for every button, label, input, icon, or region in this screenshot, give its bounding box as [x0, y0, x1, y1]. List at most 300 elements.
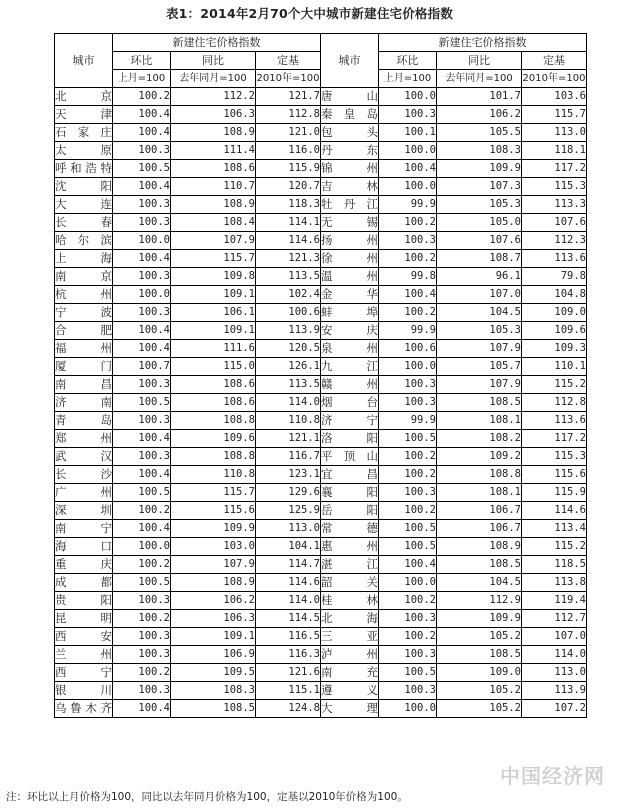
- yoy-value-right: 105.7: [437, 358, 522, 376]
- table-row: [55, 448, 587, 466]
- mom-value-left: 100.4: [113, 700, 171, 718]
- city-name-right: 宜昌: [321, 466, 379, 484]
- fixed-value-left: 123.1: [256, 466, 321, 484]
- yoy-value-left: 108.8: [171, 412, 256, 430]
- watermark-logo: [500, 760, 605, 789]
- fixed-value-right: 113.6: [522, 250, 587, 268]
- fixed-value-left: 121.0: [256, 124, 321, 142]
- yoy-value-right: 108.1: [437, 484, 522, 502]
- table-row: [55, 502, 587, 520]
- fixed-value-left: 116.3: [256, 646, 321, 664]
- yoy-value-left: 106.9: [171, 646, 256, 664]
- fixed-value-right: 107.6: [522, 214, 587, 232]
- yoy-value-right: 109.0: [437, 664, 522, 682]
- fixed-value-right: 118.5: [522, 556, 587, 574]
- footnote: 注：环比以上月价格为100，同比以去年同月价格为100，定基以2010年价格为100。: [6, 791, 408, 803]
- mom-value-right: 100.2: [379, 214, 437, 232]
- city-name-right: 烟台: [321, 394, 379, 412]
- yoy-value-left: 108.9: [171, 574, 256, 592]
- city-name-right: 南充: [321, 664, 379, 682]
- fixed-value-left: 113.0: [256, 520, 321, 538]
- table-row: [55, 358, 587, 376]
- city-name-right: 韶关: [321, 574, 379, 592]
- fixed-value-left: 125.9: [256, 502, 321, 520]
- city-name-left: 北京: [55, 88, 113, 106]
- city-name-left: 南京: [55, 268, 113, 286]
- yoy-value-right: 107.6: [437, 232, 522, 250]
- yoy-value-right: 104.5: [437, 304, 522, 322]
- fixed-value-left: 121.6: [256, 664, 321, 682]
- city-name-right: 泉州: [321, 340, 379, 358]
- city-name-left: 贵阳: [55, 592, 113, 610]
- yoy-header-left: 同比: [171, 52, 256, 70]
- yoy-value-right: 106.2: [437, 106, 522, 124]
- mom-value-right: 100.0: [379, 574, 437, 592]
- city-name-right: 襄阳: [321, 484, 379, 502]
- mom-value-left: 100.3: [113, 142, 171, 160]
- yoy-value-right: 112.9: [437, 592, 522, 610]
- yoy-value-right: 105.0: [437, 214, 522, 232]
- fixed-value-right: 118.1: [522, 142, 587, 160]
- fixed-value-right: 103.6: [522, 88, 587, 106]
- mom-value-left: 100.7: [113, 358, 171, 376]
- fixed-value-right: 107.0: [522, 628, 587, 646]
- fixed-value-left: 114.5: [256, 610, 321, 628]
- table-row: [55, 178, 587, 196]
- fixed-value-left: 116.0: [256, 142, 321, 160]
- yoy-value-left: 103.0: [171, 538, 256, 556]
- yoy-value-right: 108.8: [437, 466, 522, 484]
- city-name-left: 长沙: [55, 466, 113, 484]
- table-row: [55, 556, 587, 574]
- mom-value-left: 100.2: [113, 556, 171, 574]
- mom-value-left: 100.4: [113, 520, 171, 538]
- yoy-value-left: 108.9: [171, 196, 256, 214]
- yoy-value-right: 108.7: [437, 250, 522, 268]
- yoy-value-left: 109.1: [171, 286, 256, 304]
- city-name-right: 蚌埠: [321, 304, 379, 322]
- table-row: [55, 340, 587, 358]
- city-name-right: 无锡: [321, 214, 379, 232]
- city-name-right: 平顶山: [321, 448, 379, 466]
- mom-value-right: 100.0: [379, 88, 437, 106]
- fixed-value-left: 114.7: [256, 556, 321, 574]
- table-row: [55, 574, 587, 592]
- city-name-right: 温州: [321, 268, 379, 286]
- mom-value-right: 100.2: [379, 628, 437, 646]
- table-row: [55, 484, 587, 502]
- yoy-value-right: 108.9: [437, 538, 522, 556]
- yoy-value-right: 108.5: [437, 646, 522, 664]
- mom-value-left: 100.4: [113, 430, 171, 448]
- city-name-right: 济宁: [321, 412, 379, 430]
- mom-value-right: 100.3: [379, 646, 437, 664]
- yoy-value-right: 105.2: [437, 700, 522, 718]
- mom-value-right: 100.5: [379, 538, 437, 556]
- yoy-value-left: 111.6: [171, 340, 256, 358]
- fixed-value-right: 114.6: [522, 502, 587, 520]
- city-name-left: 呼和浩特: [55, 160, 113, 178]
- fixed-value-left: 114.1: [256, 214, 321, 232]
- city-name-right: 九江: [321, 358, 379, 376]
- table-row: [55, 322, 587, 340]
- yoy-value-right: 105.2: [437, 628, 522, 646]
- yoy-header-right: 同比: [437, 52, 522, 70]
- yoy-value-left: 108.6: [171, 160, 256, 178]
- mom-value-left: 100.3: [113, 448, 171, 466]
- city-name-left: 西宁: [55, 664, 113, 682]
- city-header-right: 城市: [321, 34, 379, 88]
- fixed-value-right: 113.0: [522, 664, 587, 682]
- mom-value-right: 100.2: [379, 592, 437, 610]
- yoy-value-right: 107.9: [437, 340, 522, 358]
- fixed-value-left: 129.6: [256, 484, 321, 502]
- mom-value-right: 100.3: [379, 232, 437, 250]
- mom-value-right: 99.8: [379, 268, 437, 286]
- fixed-value-left: 115.9: [256, 160, 321, 178]
- table-body: [55, 88, 587, 718]
- fixed-value-left: 121.1: [256, 430, 321, 448]
- yoy-value-right: 105.3: [437, 196, 522, 214]
- mom-value-left: 100.0: [113, 232, 171, 250]
- table-row: [55, 250, 587, 268]
- yoy-value-right: 106.7: [437, 520, 522, 538]
- mom-value-right: 100.0: [379, 178, 437, 196]
- fixed-base-left: 2010年=100: [256, 70, 321, 88]
- city-name-right: 桂林: [321, 592, 379, 610]
- mom-value-left: 100.3: [113, 304, 171, 322]
- mom-value-right: 100.5: [379, 664, 437, 682]
- yoy-value-left: 107.9: [171, 556, 256, 574]
- fixed-value-left: 116.7: [256, 448, 321, 466]
- city-name-left: 宁波: [55, 304, 113, 322]
- fixed-value-left: 113.5: [256, 376, 321, 394]
- city-name-right: 丹东: [321, 142, 379, 160]
- yoy-value-right: 96.1: [437, 268, 522, 286]
- yoy-value-right: 101.7: [437, 88, 522, 106]
- mom-value-left: 100.5: [113, 484, 171, 502]
- city-header-left: 城市: [55, 34, 113, 88]
- city-name-right: 徐州: [321, 250, 379, 268]
- table-row: [55, 106, 587, 124]
- city-name-left: 银川: [55, 682, 113, 700]
- mom-value-right: 100.0: [379, 700, 437, 718]
- mom-value-left: 100.4: [113, 466, 171, 484]
- city-name-left: 兰州: [55, 646, 113, 664]
- city-name-right: 吉林: [321, 178, 379, 196]
- city-name-left: 合肥: [55, 322, 113, 340]
- city-name-right: 常德: [321, 520, 379, 538]
- city-name-left: 南昌: [55, 376, 113, 394]
- city-name-right: 三亚: [321, 628, 379, 646]
- mom-value-left: 100.5: [113, 394, 171, 412]
- city-name-left: 沈阳: [55, 178, 113, 196]
- yoy-value-right: 105.5: [437, 124, 522, 142]
- city-name-left: 福州: [55, 340, 113, 358]
- mom-value-left: 100.3: [113, 646, 171, 664]
- yoy-value-right: 107.3: [437, 178, 522, 196]
- mom-value-left: 100.5: [113, 574, 171, 592]
- yoy-value-right: 106.7: [437, 502, 522, 520]
- city-name-left: 乌鲁木齐: [55, 700, 113, 718]
- city-name-right: 牡丹江: [321, 196, 379, 214]
- mom-value-left: 100.3: [113, 376, 171, 394]
- table-row: [55, 142, 587, 160]
- yoy-value-right: 108.3: [437, 142, 522, 160]
- mom-value-left: 100.2: [113, 664, 171, 682]
- yoy-value-right: 108.1: [437, 412, 522, 430]
- yoy-value-left: 109.1: [171, 322, 256, 340]
- table-row: [55, 394, 587, 412]
- mom-value-right: 100.3: [379, 376, 437, 394]
- yoy-value-left: 108.4: [171, 214, 256, 232]
- mom-value-right: 100.3: [379, 106, 437, 124]
- fixed-value-right: 117.2: [522, 160, 587, 178]
- yoy-value-left: 106.3: [171, 106, 256, 124]
- city-name-left: 哈尔滨: [55, 232, 113, 250]
- mom-value-left: 100.4: [113, 106, 171, 124]
- city-name-left: 南宁: [55, 520, 113, 538]
- yoy-value-right: 107.9: [437, 376, 522, 394]
- fixed-value-right: 104.8: [522, 286, 587, 304]
- fixed-value-right: 113.6: [522, 412, 587, 430]
- mom-value-right: 100.6: [379, 340, 437, 358]
- mom-value-right: 100.4: [379, 286, 437, 304]
- city-name-left: 深圳: [55, 502, 113, 520]
- city-name-right: 秦皇岛: [321, 106, 379, 124]
- fixed-value-left: 102.4: [256, 286, 321, 304]
- fixed-value-right: 112.3: [522, 232, 587, 250]
- yoy-value-left: 111.4: [171, 142, 256, 160]
- table-title: 表1：2014年2月70个大中城市新建住宅价格指数: [165, 6, 454, 21]
- city-name-right: 岳阳: [321, 502, 379, 520]
- table-row: [55, 376, 587, 394]
- fixed-value-left: 104.1: [256, 538, 321, 556]
- fixed-value-left: 114.0: [256, 592, 321, 610]
- city-name-left: 广州: [55, 484, 113, 502]
- mom-value-left: 100.3: [113, 682, 171, 700]
- fixed-value-right: 79.8: [522, 268, 587, 286]
- city-name-right: 北海: [321, 610, 379, 628]
- yoy-value-left: 109.6: [171, 430, 256, 448]
- yoy-value-right: 109.2: [437, 448, 522, 466]
- mom-value-left: 100.0: [113, 538, 171, 556]
- mom-value-right: 100.5: [379, 430, 437, 448]
- city-name-right: 湛江: [321, 556, 379, 574]
- yoy-value-right: 108.5: [437, 394, 522, 412]
- fixed-value-left: 115.1: [256, 682, 321, 700]
- yoy-value-right: 107.0: [437, 286, 522, 304]
- table-row: [55, 682, 587, 700]
- table-row: [55, 610, 587, 628]
- mom-base-left: 上月=100: [113, 70, 171, 88]
- mom-value-left: 100.3: [113, 628, 171, 646]
- mom-value-left: 100.4: [113, 340, 171, 358]
- fixed-value-left: 100.6: [256, 304, 321, 322]
- table-row: [55, 646, 587, 664]
- city-name-left: 武汉: [55, 448, 113, 466]
- yoy-value-left: 112.2: [171, 88, 256, 106]
- yoy-value-left: 108.8: [171, 448, 256, 466]
- fixed-value-right: 110.1: [522, 358, 587, 376]
- table-row: [55, 232, 587, 250]
- mom-value-right: 100.3: [379, 394, 437, 412]
- fixed-value-right: 117.2: [522, 430, 587, 448]
- fixed-value-right: 115.2: [522, 538, 587, 556]
- mom-value-left: 100.3: [113, 214, 171, 232]
- fixed-value-right: 115.6: [522, 466, 587, 484]
- fixed-value-left: 120.7: [256, 178, 321, 196]
- yoy-value-left: 106.2: [171, 592, 256, 610]
- city-name-left: 海口: [55, 538, 113, 556]
- table-row: [55, 160, 587, 178]
- city-name-right: 金华: [321, 286, 379, 304]
- city-name-right: 锦州: [321, 160, 379, 178]
- yoy-value-left: 109.8: [171, 268, 256, 286]
- city-name-right: 洛阳: [321, 430, 379, 448]
- mom-value-right: 100.2: [379, 502, 437, 520]
- yoy-value-left: 109.9: [171, 520, 256, 538]
- city-name-left: 成都: [55, 574, 113, 592]
- yoy-value-right: 109.9: [437, 160, 522, 178]
- fixed-value-left: 114.6: [256, 574, 321, 592]
- yoy-value-right: 104.5: [437, 574, 522, 592]
- table-row: [55, 88, 587, 106]
- fixed-value-left: 112.8: [256, 106, 321, 124]
- city-name-left: 西安: [55, 628, 113, 646]
- table-row: [55, 700, 587, 718]
- mom-value-right: 100.3: [379, 484, 437, 502]
- yoy-value-left: 109.1: [171, 628, 256, 646]
- mom-value-left: 100.4: [113, 322, 171, 340]
- mom-value-left: 100.5: [113, 160, 171, 178]
- fixed-base-right: 2010年=100: [522, 70, 587, 88]
- fixed-value-left: 113.9: [256, 322, 321, 340]
- fixed-value-right: 109.3: [522, 340, 587, 358]
- fixed-value-left: 120.5: [256, 340, 321, 358]
- price-index-table: [54, 33, 587, 718]
- mom-value-right: 100.2: [379, 448, 437, 466]
- table-row: [55, 520, 587, 538]
- city-name-left: 石家庄: [55, 124, 113, 142]
- mom-value-left: 100.4: [113, 124, 171, 142]
- mom-value-right: 99.9: [379, 322, 437, 340]
- fixed-value-right: 115.2: [522, 376, 587, 394]
- city-name-right: 惠州: [321, 538, 379, 556]
- yoy-base-left: 去年同月=100: [171, 70, 256, 88]
- city-name-left: 天津: [55, 106, 113, 124]
- city-name-left: 大连: [55, 196, 113, 214]
- table-row: [55, 286, 587, 304]
- fixed-value-right: 115.3: [522, 448, 587, 466]
- yoy-value-left: 109.5: [171, 664, 256, 682]
- fixed-value-right: 113.9: [522, 682, 587, 700]
- mom-header-right: 环比: [379, 52, 437, 70]
- table-row: [55, 430, 587, 448]
- fixed-value-right: 109.6: [522, 322, 587, 340]
- city-name-right: 唐山: [321, 88, 379, 106]
- fixed-value-left: 114.6: [256, 232, 321, 250]
- mom-value-right: 100.3: [379, 610, 437, 628]
- yoy-value-left: 115.0: [171, 358, 256, 376]
- mom-value-left: 100.3: [113, 592, 171, 610]
- yoy-value-left: 108.3: [171, 682, 256, 700]
- fixed-value-right: 113.0: [522, 124, 587, 142]
- mom-value-right: 100.4: [379, 160, 437, 178]
- table-row: [55, 538, 587, 556]
- table-row: [55, 196, 587, 214]
- mom-value-right: 100.2: [379, 250, 437, 268]
- mom-value-right: 100.5: [379, 520, 437, 538]
- yoy-base-right: 去年同月=100: [437, 70, 522, 88]
- mom-value-right: 100.1: [379, 124, 437, 142]
- fixed-header-right: 定基: [522, 52, 587, 70]
- yoy-value-left: 110.8: [171, 466, 256, 484]
- mom-value-left: 100.2: [113, 88, 171, 106]
- yoy-value-right: 108.2: [437, 430, 522, 448]
- table-row: [55, 664, 587, 682]
- yoy-value-right: 105.2: [437, 682, 522, 700]
- city-name-right: 大理: [321, 700, 379, 718]
- table-row: [55, 304, 587, 322]
- mom-value-left: 100.4: [113, 250, 171, 268]
- city-name-left: 重庆: [55, 556, 113, 574]
- mom-value-right: 100.2: [379, 304, 437, 322]
- index-group-header-right: 新建住宅价格指数: [379, 34, 587, 52]
- fixed-value-right: 112.8: [522, 394, 587, 412]
- mom-value-left: 100.0: [113, 286, 171, 304]
- city-name-left: 厦门: [55, 358, 113, 376]
- yoy-value-left: 106.1: [171, 304, 256, 322]
- fixed-value-right: 112.7: [522, 610, 587, 628]
- table-row: [55, 592, 587, 610]
- fixed-value-left: 124.8: [256, 700, 321, 718]
- mom-value-left: 100.4: [113, 178, 171, 196]
- city-name-left: 青岛: [55, 412, 113, 430]
- fixed-value-left: 121.3: [256, 250, 321, 268]
- yoy-value-left: 108.9: [171, 124, 256, 142]
- city-name-left: 昆明: [55, 610, 113, 628]
- fixed-value-left: 113.5: [256, 268, 321, 286]
- mom-header-left: 环比: [113, 52, 171, 70]
- table-row: [55, 466, 587, 484]
- fixed-value-left: 118.3: [256, 196, 321, 214]
- yoy-value-left: 108.6: [171, 376, 256, 394]
- yoy-value-left: 108.6: [171, 394, 256, 412]
- mom-value-left: 100.3: [113, 196, 171, 214]
- fixed-value-right: 115.7: [522, 106, 587, 124]
- mom-value-left: 100.2: [113, 502, 171, 520]
- mom-value-right: 100.3: [379, 682, 437, 700]
- index-group-header-left: 新建住宅价格指数: [113, 34, 321, 52]
- city-name-left: 太原: [55, 142, 113, 160]
- city-name-right: 赣州: [321, 376, 379, 394]
- city-name-right: 扬州: [321, 232, 379, 250]
- mom-value-right: 100.0: [379, 142, 437, 160]
- yoy-value-right: 105.3: [437, 322, 522, 340]
- city-name-left: 上海: [55, 250, 113, 268]
- city-name-right: 包头: [321, 124, 379, 142]
- fixed-header-left: 定基: [256, 52, 321, 70]
- fixed-value-right: 113.4: [522, 520, 587, 538]
- mom-value-right: 100.2: [379, 466, 437, 484]
- fixed-value-right: 115.9: [522, 484, 587, 502]
- table-row: [55, 214, 587, 232]
- table-row: [55, 412, 587, 430]
- fixed-value-left: 110.8: [256, 412, 321, 430]
- fixed-value-left: 114.0: [256, 394, 321, 412]
- yoy-value-left: 110.7: [171, 178, 256, 196]
